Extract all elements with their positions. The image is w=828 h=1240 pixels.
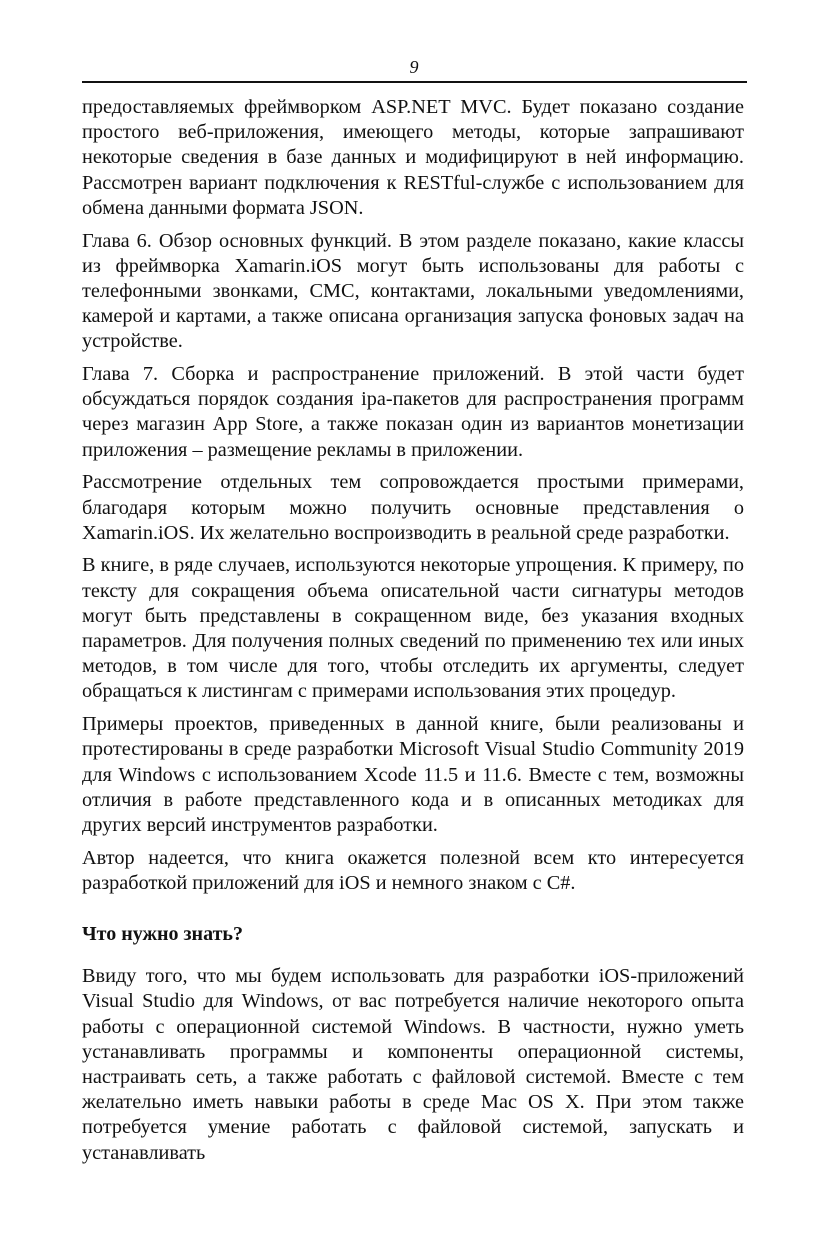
paragraph-chapter-7: Глава 7. Сборка и распространение приложений. В этой части будет обсуждаться порядок создания ipa-пакетов для распространения программ через магазин App Store, а также показан один из вариантов монетизации приложения – размещение рекламы в приложении. — [82, 363, 744, 461]
paragraph-simplifications: В книге, в ряде случаев, используются некоторые упрощения. К примеру, по тексту для сокращения объема описательной части сигнатуры методов могут быть представлены в сокращенном виде, без указания входных параметров. Для получения полных сведений по применению тех или иных методов, в том числе для того, чтобы отследить их аргументы, следует обращаться к листингам с примерами использования этих процедур. — [82, 554, 744, 703]
paragraph-prerequisites: Ввиду того, что мы будем использовать для разработки iOS-приложений Visual Studio для Windows, от вас потребуется наличие некоторого опыта работы с операционной системой Windows. В частности, нужно уметь устанавливать программы и компоненты операционной системы, настраивать сеть, а также работать с файловой системой. Вместе с тем желательно иметь навыки работы в среде Mac OS X. При этом также потребуется умение работать с файловой системой, запускать и устанавливать — [82, 965, 744, 1164]
page-body — [82, 95, 744, 1173]
paragraph-examples: Рассмотрение отдельных тем сопровождается простыми примерами, благодаря которым можно получить основные представления о Xamarin.iOS. Их желательно воспроизводить в реальной среде разработки. — [82, 471, 744, 544]
header-divider — [82, 81, 747, 83]
paragraph-intro-continued: предоставляемых фреймворком ASP.NET MVC. Будет показано создание простого веб-приложения, имеющего методы, которые запрашивают некоторые сведения в базе данных и модифицируют в ней информацию. Рассмотрен вариант подключения к RESTful-службе с использованием для обмена данными формата JSON. — [82, 96, 744, 219]
page-number: 9 — [409, 57, 419, 77]
section-heading: Что нужно знать? — [82, 923, 243, 946]
paragraph-tested-environment: Примеры проектов, приведенных в данной книге, были реализованы и протестированы в среде разработки Microsoft Visual Studio Community 2019 для Windows с использованием Xcode 11.5 и 11.6. Вместе с тем, возможны отличия в работе представленного кода и в описанных методиках для других версий инструментов разработки. — [82, 713, 744, 836]
paragraph-chapter-6: Глава 6. Обзор основных функций. В этом разделе показано, какие классы из фреймворка Xamarin.iOS могут быть использованы для работы с телефонными звонками, СМС, контактами, локальными уведомлениями, камерой и картами, а также описана организация запуска фоновых задач на устройстве. — [82, 229, 744, 353]
paragraph-author-hope: Автор надеется, что книга окажется полезной всем кто интересуется разработкой приложений для iOS и немного знаком с C#. — [82, 846, 744, 894]
